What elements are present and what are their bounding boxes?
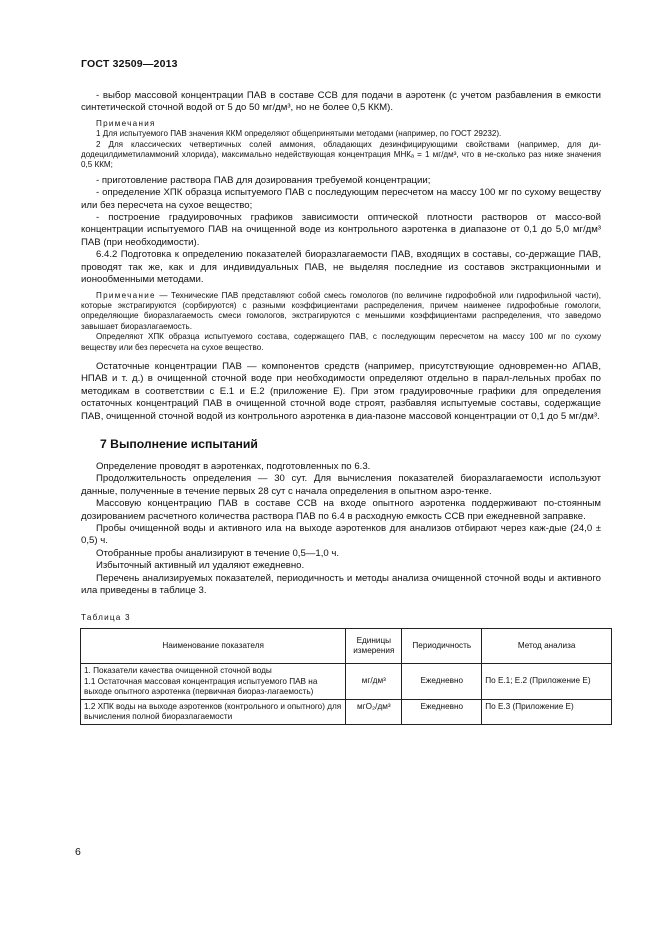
table-row (81, 700, 612, 725)
procedure-list (81, 175, 601, 249)
table-row-unit: мг/дм³ (361, 676, 386, 686)
note-2: 2 Для классических четвертичных солей аммония, обладающих дезинфицирующими свойствами (например, для ди-додецилдиметиламмоний хлорида), максимально недействующая концентрация МНКₐ = 1 мг/дм³, что в не-сколько раз ниже значения 0,5 ККМ; (81, 139, 601, 170)
table-cell (402, 664, 482, 700)
note-technical-surfactants (81, 291, 601, 353)
table-caption: Таблица 3 (81, 613, 131, 623)
paragraph-concentration-selection: - выбор массовой концентрации ПАВ в составе ССВ для подачи в аэротенк (с учетом разбавления в емкости синтетической сточной водой от 5 до 50 мг/дм³, но не более 0,5 ККМ). (81, 90, 601, 114)
paragraph-6-4-2: 6.4.2 Подготовка к определению показателей биоразлагаемости ПАВ, входящих в составы, со-держащие ПАВ, проводят так же, как и для индивидуальных ПАВ, не выделяя последние из составов экстракционными и ионообменными методами. (81, 249, 601, 286)
paragraph-residual-concentrations: Остаточные концентрации ПАВ — компонентов средств (например, присутствующие одновремен-но АПАВ, НПАВ и т. д.) в очищенной сточной воде при необходимости определяют отдельно в парал-лельных пробах по методикам в соответствии с Е.1 и Е.2 (приложение Е). При этом градуировочные графики для определения остаточных концентраций ПАВ в очищенной сточной воде строят, разбавляя испытуемые составы, содержащие ПАВ, очищенной сточной водой из контрольного аэротенка в диа-пазоне массовой концентрации от 0,1 до 5 мг/дм³. (81, 360, 601, 422)
table-row-name: 1.2 ХПК воды на выходе аэротенков (контрольного и опытного) для вычисления полной биоразлагаемости (81, 700, 346, 725)
list-item: - определение ХПК образца испытуемого ПАВ с последующим пересчетом на массу 100 мг по сухому веществу или без пересчета на сухое вещество; (81, 187, 601, 211)
section-7-paragraph: Продолжительность определения — 30 сут. Для вычисления показателей биоразлагаемости используют данные, полученные в течение первых 28 сут с начала определения в опытном аэро-тенке. (81, 473, 601, 497)
note-1: 1 Для испытуемого ПАВ значения ККМ определяют общепринятыми методами (например, по ГОСТ 29232). (96, 129, 502, 139)
table-row-method: По Е.3 (Приложение Е) (482, 700, 612, 725)
table-cell (482, 664, 612, 700)
table-row-unit: мгО₂/дм³ (346, 700, 402, 725)
table-row-period: Ежедневно (420, 676, 464, 686)
notes-title: Примечания (96, 118, 156, 128)
table-header-row (81, 629, 612, 664)
table-row (81, 664, 612, 700)
page-header-title: ГОСТ 32509—2013 (81, 58, 178, 70)
table-row-method: По Е.1; Е.2 (Приложение Е) (485, 676, 591, 686)
section-7-paragraph: Пробы очищенной воды и активного ила на выходе аэротенков для анализов отбирают через каж-дые (24,0 ± 0,5) ч. (81, 523, 601, 547)
list-item: - приготовление раствора ПАВ для дозирования требуемой концентрации; (96, 174, 431, 186)
list-item: - построение градуировочных графиков зависимости оптической плотности растворов от массо-вой концентрации испытуемого ПАВ на очищенной воде из контрольного аэротенка в диапазоне от 0,1 до 5,0 мг/дм³ ПАВ (при необходимости). (81, 212, 601, 248)
table-3 (80, 628, 612, 725)
section-7-heading: 7 Выполнение испытаний (100, 436, 258, 451)
table-header-cell: Наименование показателя (81, 629, 346, 664)
table-header-cell: Периодичность (402, 629, 482, 664)
page-number: 6 (75, 846, 81, 858)
section-7-paragraph: Определение проводят в аэротенках, подготовленных по 6.3. (96, 460, 371, 472)
table-section-title: 1. Показатели качества очищенной сточной воды (84, 666, 272, 676)
section-7-paragraph: Отобранные пробы анализируют в течение 0,5—1,0 ч. (96, 547, 340, 559)
section-7-paragraph: Избыточный активный ил удаляют ежедневно. (96, 560, 305, 572)
table-row-period: Ежедневно (402, 700, 482, 725)
table-header-cell: Метод анализа (482, 629, 612, 664)
page-content (81, 90, 601, 725)
table-cell (346, 664, 402, 700)
table-cell (81, 664, 346, 700)
table-header-cell: Единицы измерения (346, 629, 402, 664)
notes-block (81, 119, 601, 171)
section-7-paragraph: Перечень анализируемых показателей, периодичность и методы анализа очищенной сточной воды и активного ила приведены в таблице 3. (81, 572, 601, 597)
table-row-name: 1.1 Остаточная массовая концентрация испытуемого ПАВ на выходе опытного аэротенка (первичная биораз-лагаемость) (84, 676, 318, 696)
note-text-2: Определяют ХПК образца испытуемого состава, содержащего ПАВ, с последующим пересчетом на массу 100 мг по сухому веществу или без пересчета на сухое вещество. (81, 332, 601, 352)
section-7-paragraph: Массовую концентрацию ПАВ в составе ССВ на входе опытного аэротенка поддерживают по-стоянным дозированием расчетного количества раствора ПАВ по 6.4 в расходную емкость ССВ при ежедневной заправке. (81, 498, 601, 522)
note-label: Примечание (96, 290, 156, 300)
note-text: — Технические ПАВ представляют собой смесь гомологов (по величине гидрофобной или гидрофильной части), которые экстрагируются (сорбируются) с разными коэффициентами распределения, причем наименее гидрофобные гомологи, определяющие биоразлагаемость смеси гомологов, экстрагируются с меньшими коэффициентами распределения, что заведомо завышает биоразлагаемость. (81, 290, 601, 331)
